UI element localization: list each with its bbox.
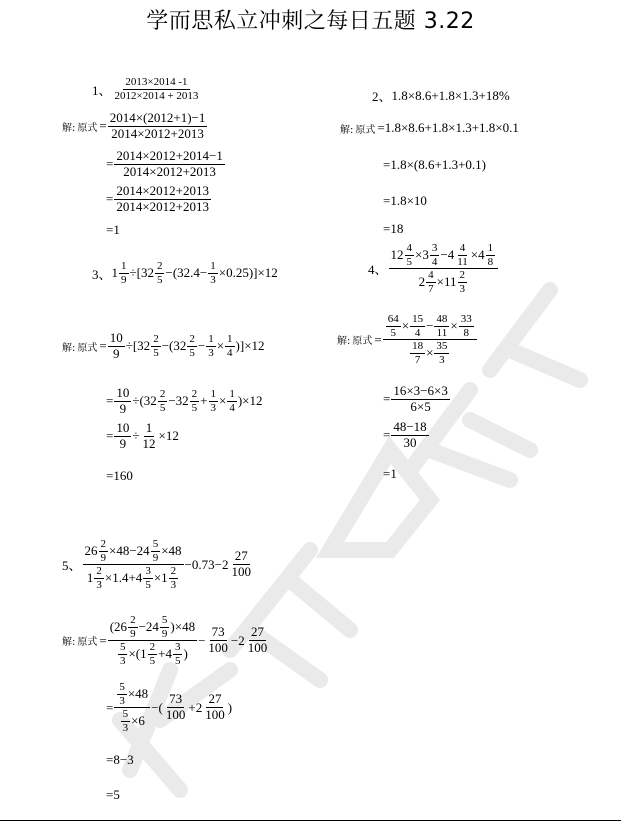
t: +2 xyxy=(188,699,203,715)
p3-result: =160 xyxy=(106,468,133,483)
p3-number: 3、 xyxy=(92,266,112,282)
frac-num: 5 xyxy=(119,681,125,693)
frac-num: 3 xyxy=(174,641,181,654)
p2-step4: =18 xyxy=(383,221,404,236)
p2-step3: =1.8×10 xyxy=(383,193,427,208)
t: 12 xyxy=(390,246,404,262)
frac-num: 2 xyxy=(189,333,195,346)
frac-num: 15 xyxy=(412,313,424,325)
p1-s2-fraction xyxy=(114,149,225,180)
frac-den: 100 xyxy=(165,707,186,723)
p3-s2-i: )×12 xyxy=(237,393,263,409)
p3-step2 xyxy=(106,386,263,417)
t: 2 xyxy=(418,273,426,289)
t: −( xyxy=(151,699,163,715)
frac-num: 10 xyxy=(116,385,130,400)
p3-s1-i: )]×12 xyxy=(235,338,265,354)
original-expression-label: 原式 xyxy=(355,124,376,136)
p3-s2-a: ÷(32 xyxy=(132,393,157,409)
p5-step3: =8−3 xyxy=(106,752,134,767)
frac-den: 3 xyxy=(208,346,214,359)
frac-den: 9 xyxy=(161,627,168,640)
frac-den: 8 xyxy=(463,326,469,339)
frac-den: 3 xyxy=(439,353,445,366)
p5-s2-denominator xyxy=(118,708,147,734)
p5-s2-numerator xyxy=(114,681,150,708)
frac-den: 12 xyxy=(142,435,156,451)
p3-s3-a: ÷ xyxy=(132,428,140,444)
p1-question xyxy=(92,76,201,102)
solution-label: 解: xyxy=(62,122,76,134)
frac-num: 2 xyxy=(130,614,136,626)
p5-q-fraction xyxy=(83,538,184,592)
frac-num: 4 xyxy=(459,242,466,254)
p5-question xyxy=(62,538,254,592)
t: ×11 xyxy=(436,273,457,289)
frac-num: 2 xyxy=(149,641,156,654)
p1-step1: 解: 原式 = $\frac{2014\times(2012+1)-1}{2014\times 2012+2013}$ xyxy=(62,110,206,141)
t: × xyxy=(426,344,434,360)
frac-num: 1 xyxy=(227,333,233,346)
p4-q-denominator xyxy=(417,269,470,295)
p3-s1-c: −(32 xyxy=(161,338,187,354)
p3-q-a: ÷[32 xyxy=(129,265,154,281)
frac-num: 5 xyxy=(122,708,129,721)
frac-num: 27 xyxy=(208,691,222,707)
frac-den: 6×5 xyxy=(410,398,431,414)
frac-num: 2 xyxy=(96,565,102,578)
frac-num: 5 xyxy=(152,538,159,550)
frac-den: 4 xyxy=(227,346,233,359)
frac-den: 9 xyxy=(112,345,120,361)
p5-s2-fraction xyxy=(114,681,150,735)
p1-q-numerator: 2013×2014 -1 xyxy=(125,76,188,88)
p1-s3-numerator: 2014×2012+2013 xyxy=(116,183,210,198)
p1-s1-denominator: 2014×2012+2013 xyxy=(111,125,204,141)
p5-step1: 解: 原式 = (26 $\frac{2}{9}$ −24 $\frac{5}{9}$ )×48 $\frac{5}{3}$ ×(1 $\frac{2}{5}$ +4 $\frac{3}{5}$ ) − $\frac{73}{100}$ −2 $\frac{27}{100}$ xyxy=(62,614,268,667)
frac-num: 2 xyxy=(153,333,159,346)
frac-den: 3 xyxy=(119,694,125,707)
t: ×1 xyxy=(153,569,168,585)
p4-s1-fraction xyxy=(383,313,477,367)
solution-label: 解: xyxy=(340,124,354,136)
p4-q-fraction xyxy=(389,242,499,296)
frac-num: 48−18 xyxy=(393,419,427,434)
p3-q-e: ×0.25)]×12 xyxy=(218,265,278,281)
frac-den: 3 xyxy=(210,401,216,414)
p4-s1-denominator xyxy=(407,340,452,366)
p2-step2: =1.8×(8.6+1.3+0.1) xyxy=(383,157,486,172)
p1-question-fraction xyxy=(113,76,201,102)
frac-num: 64 xyxy=(387,313,399,325)
frac-den: 9 xyxy=(121,273,127,286)
frac-den: 100 xyxy=(247,640,268,656)
p4-question xyxy=(368,242,499,296)
frac-num: 1 xyxy=(208,333,214,346)
original-expression-label: 原式 xyxy=(77,637,98,649)
t: 1 xyxy=(86,569,94,585)
frac-den: 8 xyxy=(487,255,494,268)
t: × xyxy=(450,317,458,333)
p3-s2-g: × xyxy=(219,393,227,409)
frac-num: 73 xyxy=(169,691,183,707)
p1-q-denominator: 2012×2014 + 2013 xyxy=(114,89,199,102)
p3-q-c: −(32.4− xyxy=(165,265,208,281)
p4-number: 4、 xyxy=(368,262,388,278)
p1-s3-fraction xyxy=(114,184,211,215)
frac-den: 3 xyxy=(210,273,216,286)
frac-den: 5 xyxy=(153,346,159,359)
frac-num: 5 xyxy=(161,614,168,626)
frac-num: 1 xyxy=(210,388,216,401)
frac-num: 4 xyxy=(428,269,434,282)
p4-step1: 解: 原式 = $\frac{64}{5}$ × $\frac{15}{4}$ − $\frac{48}{11}$ × $\frac{33}{8}$ $\frac{18}{7}$ × $\frac{35}{3}$ xyxy=(337,313,478,367)
page-title: 学而思私立冲刺之每日五题 3.22 xyxy=(146,9,475,34)
frac-den: 3 xyxy=(119,654,126,667)
frac-num: 2 xyxy=(459,269,465,282)
frac-den: 3 xyxy=(96,578,102,591)
t: ) xyxy=(183,645,188,661)
frac-den: 4 xyxy=(431,255,438,268)
solution-label: 解: xyxy=(62,342,76,354)
p4-step2: = $\frac{16\times 3-6\times 3}{6\times 5}$ xyxy=(383,383,448,414)
p5-s1-fraction xyxy=(108,614,197,668)
frac-num: 2 xyxy=(191,388,198,401)
frac-den: 11 xyxy=(457,255,468,268)
frac-num: 2 xyxy=(156,260,163,272)
p1-s2-numerator: 2014×2012+2014−1 xyxy=(116,148,223,163)
frac-num: 2 xyxy=(100,538,107,550)
t: (26 xyxy=(109,618,128,634)
frac-num: 1 xyxy=(210,260,216,272)
p5-s1-numerator xyxy=(108,614,197,641)
frac-num: 35 xyxy=(436,340,448,353)
original-expression-label: 原式 xyxy=(77,122,98,134)
t: − xyxy=(426,317,434,333)
t: 26 xyxy=(84,542,98,558)
t: − xyxy=(198,632,206,648)
p1-number: 1、 xyxy=(92,82,112,98)
frac-den: 100 xyxy=(205,707,225,723)
t: −24 xyxy=(138,618,159,634)
frac-den: 5 xyxy=(149,654,156,667)
p1-s1-fraction xyxy=(108,111,208,142)
p3-s2-e: + xyxy=(200,393,208,409)
frac-num: 48 xyxy=(436,313,448,325)
t: ×3 xyxy=(415,246,429,262)
p3-question xyxy=(92,260,278,286)
t: −2 xyxy=(230,632,245,648)
frac-den: 4 xyxy=(414,326,421,339)
p2-question-expr: 1.8×8.6+1.8×1.3+18% xyxy=(391,87,510,103)
p4-s1-numerator xyxy=(383,313,477,340)
p1-s1-numerator: 2014×(2012+1)−1 xyxy=(109,110,206,125)
p1-s2-denominator: 2014×2012+2013 xyxy=(123,163,216,179)
frac-den: 5 xyxy=(189,346,195,359)
frac-den: 5 xyxy=(145,578,151,591)
frac-num: 3 xyxy=(431,242,438,254)
frac-den: 3 xyxy=(459,282,465,295)
frac-den: 9 xyxy=(130,627,136,640)
p3-step3 xyxy=(106,421,179,452)
p5-result: =5 xyxy=(106,787,120,802)
p1-result: =1 xyxy=(106,222,120,237)
p3-s1-e: − xyxy=(197,338,206,354)
frac-num: 1 xyxy=(229,388,235,401)
t: ×4 xyxy=(470,246,485,262)
p1-s3-denominator: 2014×2012+2013 xyxy=(116,198,210,214)
p2-question xyxy=(372,86,510,105)
frac-num: 10 xyxy=(116,420,130,435)
t: ×48 xyxy=(127,685,149,701)
p3-q-whole: 1 xyxy=(111,265,119,281)
frac-den: 9 xyxy=(100,551,107,564)
frac-num: 10 xyxy=(109,330,123,345)
t: −4 xyxy=(440,246,455,262)
frac-num: 1 xyxy=(121,260,127,272)
p1-step3: = $\frac{2014\times 2012+2013}{2014\times 2012+2013}$ xyxy=(106,183,210,214)
p3-s3-c: ×12 xyxy=(158,428,179,444)
frac-num: 27 xyxy=(234,548,248,564)
frac-den: 100 xyxy=(231,564,251,580)
frac-num: 1 xyxy=(487,242,494,254)
p5-q-denominator xyxy=(85,565,181,591)
frac-den: 9 xyxy=(119,435,127,451)
t: ×48 xyxy=(161,542,182,558)
frac-num: 3 xyxy=(145,565,151,578)
p3-s2-c: −32 xyxy=(168,393,189,409)
frac-den: 3 xyxy=(170,578,177,591)
frac-num: 4 xyxy=(406,242,413,254)
p1-step2: = $\frac{2014\times 2012+2014-1}{2014\times 2012+2013}$ xyxy=(106,148,223,179)
frac-den: 100 xyxy=(208,640,228,656)
original-expression-label: 原式 xyxy=(77,342,98,354)
original-expression-label: 原式 xyxy=(352,336,373,348)
frac-num: 5 xyxy=(119,641,126,654)
frac-num: 1 xyxy=(145,420,153,435)
p4-result: =1 xyxy=(383,466,397,481)
frac-den: 9 xyxy=(119,400,127,416)
frac-den: 4 xyxy=(229,401,235,414)
p5-s1-denominator xyxy=(115,641,190,667)
t: ×6 xyxy=(131,712,145,728)
frac-num: 2 xyxy=(159,388,166,401)
p3-s1-a: ÷[32 xyxy=(125,338,151,354)
t: ×1.4+4 xyxy=(104,569,143,585)
p4-step3: = $\frac{48-18}{30}$ xyxy=(383,419,427,450)
p3-s1-g: × xyxy=(216,338,225,354)
t: ×48−24 xyxy=(109,542,150,558)
frac-den: 11 xyxy=(436,326,448,339)
t: −0.73−2 xyxy=(184,556,229,572)
frac-den: 30 xyxy=(403,434,417,450)
frac-den: 7 xyxy=(414,353,421,366)
frac-den: 7 xyxy=(428,282,434,295)
p5-number: 5、 xyxy=(62,558,82,574)
frac-num: 18 xyxy=(412,340,424,353)
page-bottom-rule xyxy=(0,820,621,821)
frac-den: 5 xyxy=(191,401,198,414)
frac-num: 16×3−6×3 xyxy=(393,383,448,398)
frac-num: 27 xyxy=(251,624,265,640)
p2-step1 xyxy=(340,120,519,136)
eq-sign: = xyxy=(106,428,114,444)
frac-den: 5 xyxy=(159,401,166,414)
t: +4 xyxy=(158,645,172,661)
frac-den: 5 xyxy=(406,255,413,268)
frac-den: 9 xyxy=(152,551,159,564)
p2-s1-expr: =1.8×8.6+1.8×1.3+1.8×0.1 xyxy=(377,120,519,135)
p5-step2: = $\frac{5}{3}$ ×48 $\frac{5}{3}$ ×6 −( $\frac{73}{100}$ +2 $\frac{27}{100}$ ) xyxy=(106,681,233,734)
solution-label: 解: xyxy=(62,637,76,649)
frac-num: 2 xyxy=(170,565,177,578)
frac-den: 3 xyxy=(122,721,129,734)
solution-label: 解: xyxy=(337,336,351,348)
p4-q-numerator xyxy=(389,242,499,269)
eq-sign: = xyxy=(106,393,114,409)
p2-number: 2、 xyxy=(372,89,392,104)
p3-step1: 解: 原式 = $\frac{10}{9}$ ÷[32 $\frac{2}{5}$ −(32 $\frac{2}{5}$ − $\frac{1}{3}$ × $\frac{1}{4}$ )]×12 xyxy=(62,330,265,361)
t: ×(1 xyxy=(128,645,147,661)
frac-den: 5 xyxy=(174,654,181,667)
frac-num: 73 xyxy=(211,624,225,640)
p5-q-numerator xyxy=(83,538,184,565)
t: ) xyxy=(227,699,233,715)
frac-num: 33 xyxy=(460,313,472,325)
frac-den: 5 xyxy=(390,326,396,339)
t: × xyxy=(401,317,410,333)
frac-den: 5 xyxy=(156,273,163,286)
t: )×48 xyxy=(170,618,196,634)
